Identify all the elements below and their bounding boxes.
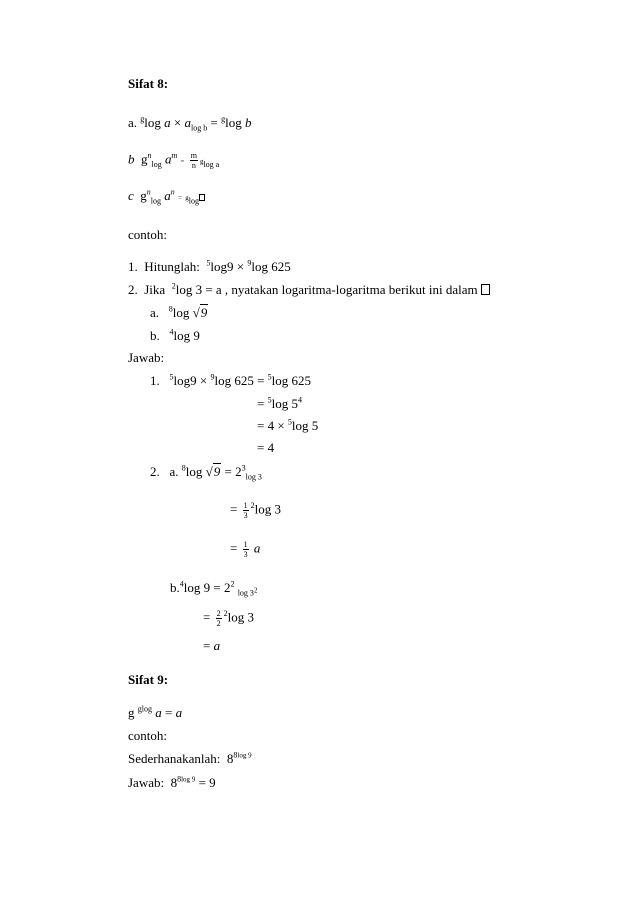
sub-item-a bbox=[150, 305, 208, 321]
base: 8 bbox=[181, 463, 186, 473]
subscript: log 9 bbox=[237, 751, 252, 760]
answer-1-line-1 bbox=[150, 373, 311, 389]
var-a: a bbox=[164, 151, 172, 167]
subscript: log bbox=[151, 160, 162, 170]
answer-1-line-3 bbox=[257, 418, 318, 434]
numerator: 1 bbox=[243, 540, 248, 549]
sifat8-title: Sifat 8: bbox=[128, 76, 169, 91]
var-a: a bbox=[184, 115, 191, 130]
var-a: a bbox=[253, 540, 261, 556]
equals: = bbox=[164, 705, 173, 720]
item-label: b. bbox=[150, 328, 160, 343]
denominator: 3 bbox=[243, 511, 248, 520]
log-text: log9 bbox=[210, 259, 234, 274]
item-number: 2. bbox=[128, 282, 138, 297]
var-b: b bbox=[244, 115, 252, 130]
item-label: a. bbox=[169, 464, 179, 479]
equals: = bbox=[257, 396, 265, 411]
item-label: b. bbox=[170, 580, 180, 595]
times-sign: × bbox=[236, 259, 245, 274]
base: 8 bbox=[226, 751, 234, 766]
log-text: log 625 bbox=[251, 259, 291, 274]
equals: = bbox=[203, 638, 211, 653]
times-sign: × bbox=[199, 373, 208, 388]
numerator: 1 bbox=[243, 501, 248, 510]
denominator: 2 bbox=[216, 619, 221, 628]
base: 9 bbox=[247, 258, 252, 268]
subscript: log b bbox=[191, 123, 208, 133]
base: g bbox=[221, 114, 226, 124]
exponent: n bbox=[146, 187, 151, 197]
log-text: log 5 bbox=[271, 396, 298, 411]
sifat9-formula bbox=[128, 705, 182, 721]
log-text: log 625 = bbox=[214, 373, 265, 388]
base: 5 bbox=[206, 258, 211, 268]
formula-b bbox=[128, 151, 219, 170]
question-text: Sederhanakanlah: bbox=[128, 751, 221, 766]
fraction bbox=[243, 501, 249, 520]
equals: = 9 bbox=[198, 775, 216, 790]
jawab-label: Jawab: bbox=[128, 350, 165, 365]
var-a: a bbox=[164, 188, 171, 203]
var-a: a bbox=[213, 638, 221, 653]
contoh-label: contoh: bbox=[128, 227, 167, 242]
subscript: log bbox=[150, 196, 162, 206]
item-text: Jika bbox=[144, 282, 166, 297]
base: 8 bbox=[168, 304, 173, 314]
placeholder-box-icon bbox=[199, 194, 205, 201]
base: g bbox=[141, 151, 148, 167]
radicand: 9 bbox=[213, 464, 221, 479]
answer-2a-line-1 bbox=[150, 464, 262, 480]
base: 8 bbox=[170, 775, 178, 790]
base: 5 bbox=[287, 417, 292, 427]
example-1 bbox=[128, 259, 291, 275]
base: g bbox=[185, 194, 189, 202]
equals: = 2 bbox=[224, 464, 242, 479]
base: g bbox=[140, 188, 147, 203]
log-text: log bbox=[225, 115, 242, 130]
base: 2 bbox=[250, 501, 255, 511]
equals: = bbox=[230, 540, 238, 556]
exponent: 3 bbox=[241, 463, 246, 473]
item-label: c bbox=[128, 188, 134, 203]
answer-1-line-2 bbox=[257, 396, 302, 412]
item-label: a. bbox=[128, 115, 138, 130]
denominator: n bbox=[191, 161, 196, 170]
sqrt: √9 bbox=[205, 464, 221, 479]
subscript: log 3 bbox=[245, 472, 262, 482]
radicand: 9 bbox=[200, 305, 208, 320]
log-text: log 9 bbox=[173, 328, 200, 343]
log-text: log 625 bbox=[271, 373, 312, 388]
exponent: n bbox=[170, 187, 175, 197]
fraction bbox=[243, 540, 249, 559]
log-text: log bbox=[144, 115, 161, 130]
base: 2 bbox=[223, 609, 228, 619]
equals: = bbox=[210, 115, 218, 130]
numerator: 2 bbox=[216, 609, 221, 618]
sqrt: √9 bbox=[192, 305, 208, 320]
answer-2b-line-2 bbox=[203, 609, 254, 628]
subscript: log 9 bbox=[181, 775, 196, 784]
exponent: n bbox=[147, 151, 152, 161]
exponent: glog bbox=[137, 704, 152, 714]
answer-2b-line-1 bbox=[170, 580, 257, 596]
exponent: 4 bbox=[297, 395, 302, 405]
var-a: a bbox=[164, 115, 171, 130]
answer-2a-line-3 bbox=[230, 540, 260, 559]
base: 4 bbox=[179, 579, 184, 589]
equals: = bbox=[203, 609, 211, 625]
subscript: log a bbox=[203, 160, 220, 170]
exponent: 2 bbox=[230, 579, 235, 589]
times-sign: × bbox=[173, 115, 182, 130]
item-number: 2. bbox=[150, 464, 160, 479]
base: g bbox=[199, 157, 204, 166]
item-label: a. bbox=[150, 305, 160, 320]
item-number: 1. bbox=[128, 259, 138, 274]
exponent: 8 bbox=[177, 774, 182, 784]
log-text: log bbox=[172, 305, 190, 320]
fraction bbox=[216, 609, 222, 628]
subscript: log 3 bbox=[237, 588, 254, 598]
base: g bbox=[128, 705, 135, 720]
log-text: log 9 = 2 bbox=[183, 580, 231, 595]
denominator: 3 bbox=[243, 550, 248, 559]
placeholder-box-icon bbox=[481, 284, 490, 295]
item-text: Hitunglah: bbox=[144, 259, 200, 274]
base: g bbox=[140, 114, 145, 124]
base: 5 bbox=[267, 372, 272, 382]
sub-item-b bbox=[150, 328, 200, 344]
item-number: 1. bbox=[150, 373, 160, 388]
item-label: b bbox=[128, 151, 135, 167]
log-text: log 3 bbox=[227, 609, 254, 625]
exponent: 8 bbox=[233, 750, 238, 760]
numerator: m bbox=[190, 151, 197, 160]
exponent: m bbox=[171, 151, 178, 161]
formula-a bbox=[128, 115, 251, 131]
equals: = bbox=[230, 501, 238, 517]
sifat9-title: Sifat 9: bbox=[128, 672, 169, 687]
sifat9-answer bbox=[128, 775, 216, 791]
var-a: a bbox=[175, 705, 183, 720]
log-text: = 4 × bbox=[257, 418, 285, 433]
log-text: log 3 = a , nyatakan logaritma-logaritma berikut ini dalam bbox=[175, 282, 478, 297]
sifat9-question bbox=[128, 751, 252, 767]
formula-c bbox=[128, 188, 205, 204]
exponent: 2 bbox=[253, 585, 258, 594]
base: 2 bbox=[171, 281, 176, 291]
base: 9 bbox=[210, 372, 215, 382]
base: 5 bbox=[267, 395, 272, 405]
subscript: log bbox=[188, 196, 199, 206]
answer-2a-line-2 bbox=[230, 501, 281, 520]
answer-1-line-4: = 4 bbox=[257, 440, 275, 455]
sifat9-contoh: contoh: bbox=[128, 728, 167, 743]
log-text: log 5 bbox=[291, 418, 319, 433]
fraction bbox=[190, 151, 198, 170]
base: 5 bbox=[169, 372, 174, 382]
equals: = bbox=[178, 194, 182, 202]
equals: = bbox=[180, 157, 185, 166]
base: 4 bbox=[169, 327, 174, 337]
answer-2b-line-3 bbox=[203, 638, 220, 654]
answer-label: Jawab: bbox=[128, 775, 165, 790]
log-text: log9 bbox=[173, 373, 197, 388]
var-a: a bbox=[155, 705, 162, 720]
example-2 bbox=[128, 282, 490, 298]
log-text: log bbox=[185, 464, 203, 479]
log-text: log 3 bbox=[254, 501, 281, 517]
